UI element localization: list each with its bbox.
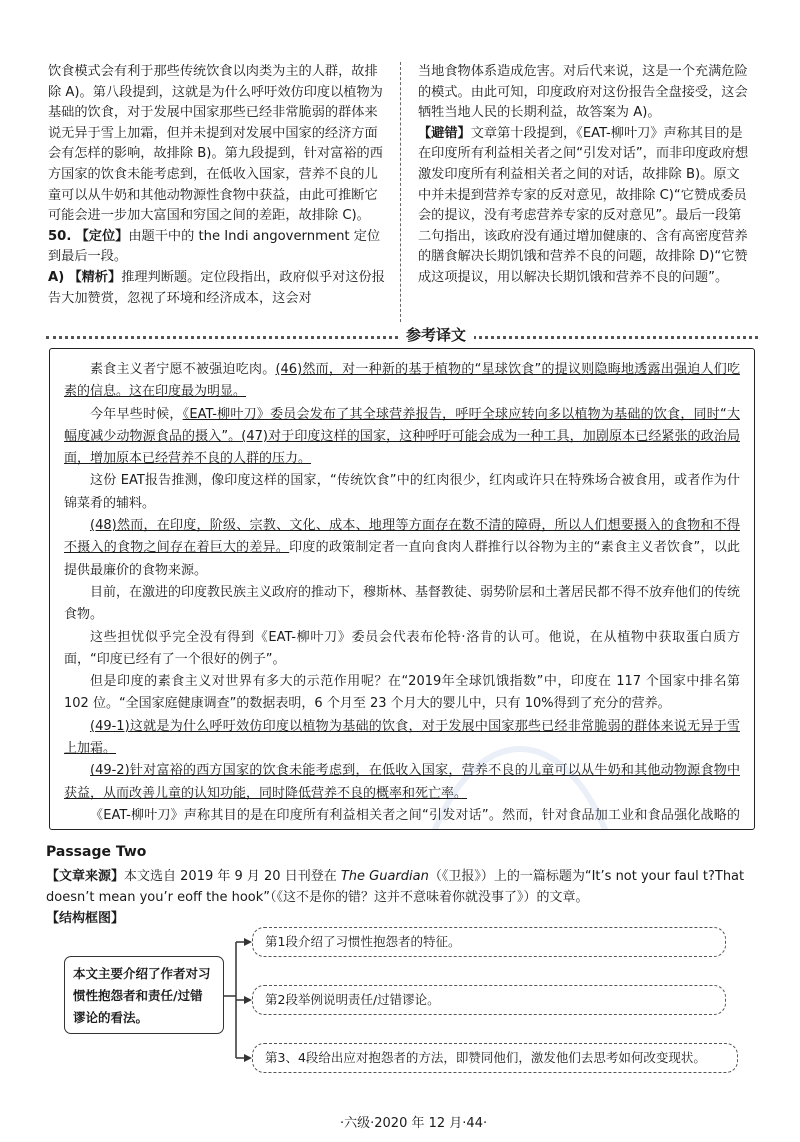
framework-item-2: 第2段举例说明责任/过错谬论。: [252, 985, 726, 1015]
underlined-text: (49-2)针对富裕的西方国家的饮食未能考虑到，在低收入国家，营养不良的儿童可以从牛奶和其他动物源食物中获益，从而改善儿童的认知功能，同时降低营养不良的概率和死亡率。: [64, 763, 740, 801]
framework-item-1: 第1段介绍了习惯性抱怨者的特征。: [252, 927, 726, 957]
magazine-name: The Guardian: [340, 869, 429, 884]
source-tag: 【文章来源】: [46, 869, 125, 884]
question-number: 50.: [48, 228, 72, 244]
text: 印度的政策制定者一直向食肉人群推行以谷物为主的“素食主义者饮食”，以此提供最廉价的食物来源。: [64, 540, 740, 578]
underlined-text: (49-1)这就是为什么呼吁效仿印度以植物为基础的饮食，对于发展中国家那些已经非常脆弱的群体来说无异于雪上加霜。: [64, 718, 740, 757]
page-footer: ·六级·2020 年 12 月·44·: [340, 1116, 488, 1131]
text: 本文选自 2019 年 9 月 20 日刊登在: [124, 869, 341, 884]
avoid-error-text: 文章第十段提到，《EAT-柳叶刀》声称其目的是在印度所有利益相关者之间“引发对话”，而非印度政府想激发印度所有利益相关者之间的对话，故排除 B)。原文中并未提到营养专家的反对意见，故排除 C)“它赞成委员会的提议，没有考虑营养专家的反对意见”。最后一段第二句指出，该政府没有通过增加健康的、含有高密度营养的膳食解决长期饥饿和营养不良的问题，故排除 D)“它赞成这项提议，用以解决长期饥饿和营养不良的问题”。: [418, 125, 749, 285]
passage-two-heading: Passage Two: [46, 844, 147, 860]
underlined-text: (46)然而，对一种新的基于植物的“星球饮食”的提议则隐晦地透露出强迫人们吃素的信息。这在印度最为明显。: [64, 362, 740, 400]
framework-main-box: 本文主要介绍了作者对习惯性抱怨者和责任/过错谬论的看法。: [64, 956, 224, 1034]
right-paragraph: 当地食物体系造成危害。对后代来说，这是一个充满危险的模式。由此可知，印度政府对这份报告全盘接受，这会牺牲当地人民的长期利益，故答案为 A)。: [418, 64, 748, 121]
avoid-error-tag: 【避错】: [418, 125, 471, 141]
translation-title: 参考译文: [398, 324, 474, 345]
framework-item-3: 第3、4段给出应对抱怨者的方法，即赞同他们，激发他们去思考如何改变现状。: [252, 1043, 738, 1073]
analysis-text: 推理判断题。定位段指出，政府似乎对这份报告大加赞赏，忽视了环境和经济成本，这会对: [48, 269, 385, 306]
framework-tag: 【结构框图】: [46, 911, 125, 926]
underlined-text: (47)对于印度这样的国家，这种呼吁可能会成为一种工具，加剧原本已经紧张的政治局面，增加原本已经营养不良的人群的压力。: [64, 428, 740, 467]
underlined-text: 《EAT-柳叶刀》委员会发布了其全球营养报告，呼吁全球应转向多以植物为基础的饮食，同时“大幅度减少动物源食品的摄入”。: [64, 406, 740, 444]
answer-label: A): [48, 269, 65, 285]
text: （《卫报》）上的一篇标题为“It’s not your faul t?That doesn’t mean you’r eoff the hook”（《这不是你的错？这并不意味着你就没事了》）的文章。: [46, 869, 745, 905]
location-text: 由题干中的 the Indi angovernment 定位到最后一段。: [48, 228, 381, 265]
left-paragraph: 饮食模式会有利于那些传统饮食以肉类为主的人群，故排除 A)。第八段提到，这就是为什么呼吁效仿印度以植物为基础的饮食，对于发展中国家那些已经非常脆弱的群体来说无异于雪上加霜，但并未提到对发展中国家的经济方面会有怎样的影响，故排除 B)。第九段提到，针对富裕的西方国家的饮食未能考虑到，在低收入国家，营养不良的儿童可以从牛奶和其他动物源性食物中获益，由此可推断它可能会进一步加大富国和穷国之间的差距，故排除 C)。: [48, 64, 383, 224]
text: 素食主义者宁愿不被强迫吃肉。: [90, 362, 276, 377]
translation-paragraph-3: 这份 EAT报告推测，像印度这样的国家，“传统饮食”中的红肉很少，红肉或许只在特殊场合被食用，或者作为什锦菜肴的辅料。: [64, 473, 740, 511]
analysis-tag: 【精析】: [68, 269, 122, 285]
text: 今年早些时候，: [90, 406, 183, 422]
underlined-text: (48)然而，在印度，阶级、宗教、文化、成本、地理等方面存在数不清的障碍，所以人们想要摄入的食物和不得不摄入的食物之间存在着巨大的差异。: [64, 518, 740, 556]
translation-paragraph-6: 这些担忧似乎完全没有得到《EAT-柳叶刀》委员会代表布伦特·洛肯的认可。他说，在从植物中获取蛋白质方面，“印度已经有了一个很好的例子”。: [64, 629, 740, 667]
translation-paragraph-10: 《EAT-柳叶刀》声称其目的是在印度所有利益相关者之间“引发对话”。然而，针对食品加工业和食品强化战略的: [90, 807, 740, 823]
translation-paragraph-5: 目前，在激进的印度教民族主义政府的推动下，穆斯林、基督教徒、弱势阶层和土著居民都不得不放弃他们的传统食物。: [64, 584, 741, 623]
location-tag: 【定位】: [75, 228, 129, 244]
translation-paragraph-7: 但是印度的素食主义对世界有多大的示范作用呢？在“2019年全球饥饿指数”中，印度在 117 个国家中排名第 102 位。“全国家庭健康调查”的数据表明，6 个月至 23 个月大的婴儿中，只有 10%得到了充分的营养。: [64, 674, 740, 712]
